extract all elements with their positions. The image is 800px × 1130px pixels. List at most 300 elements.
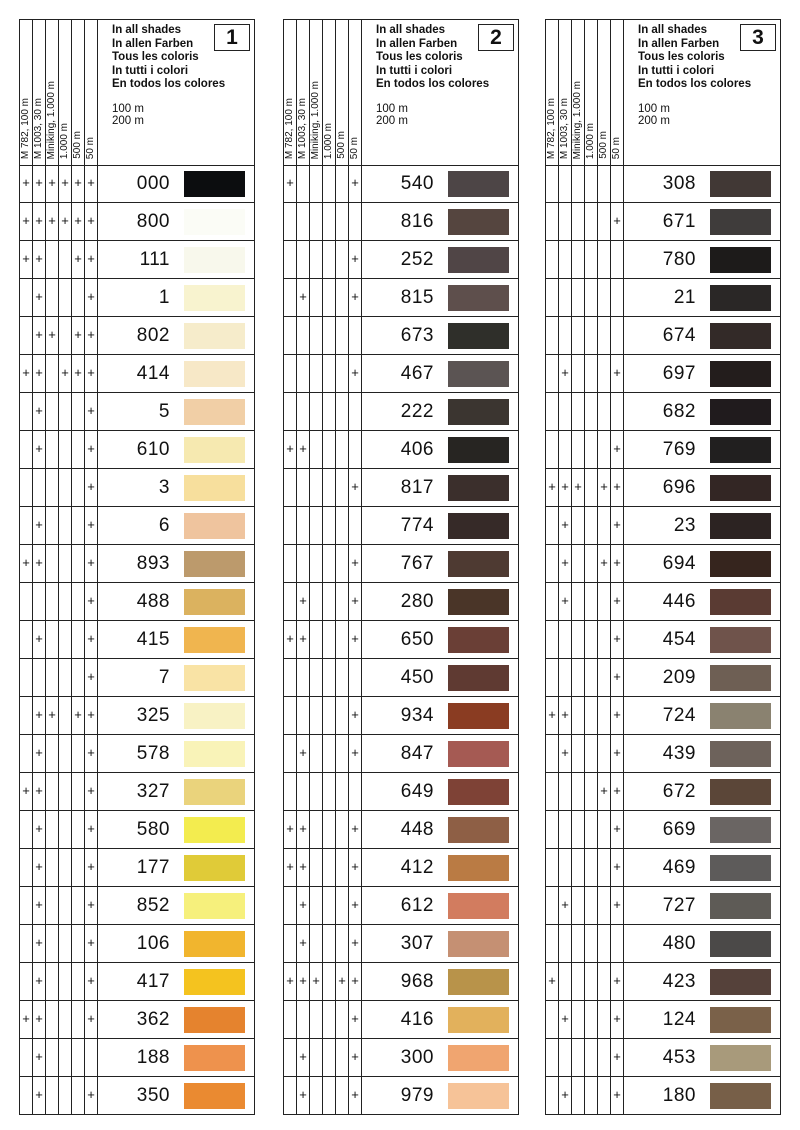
shade-code: 852 [136,895,170,916]
shade-row [546,355,780,393]
length-list [638,103,751,128]
shade-row [20,317,254,355]
availability-mark [297,507,310,544]
availability-mark: + [20,203,33,240]
shade-row [284,431,518,469]
availability-mark [72,431,85,468]
availability-mark [72,735,85,772]
color-swatch [184,1007,245,1033]
availability-mark [323,317,336,354]
availability-mark [546,545,559,582]
availability-mark [46,963,59,1000]
color-swatch [184,703,245,729]
availability-mark [585,355,598,392]
availability-mark [323,963,336,1000]
availability-mark [572,659,585,696]
availability-mark [559,393,572,430]
shade-row [546,431,780,469]
availability-mark [310,507,323,544]
availability-mark: + [336,963,349,1000]
column-header-label: 500 m [336,131,347,159]
availability-mark [598,203,611,240]
availability-mark [572,849,585,886]
availability-mark: + [85,241,98,278]
shade-row [546,241,780,279]
availability-mark [284,507,297,544]
availability-mark [336,469,349,506]
availability-mark [72,545,85,582]
shade-row [546,811,780,849]
title-line: In all shades [376,24,446,36]
shade-code: 453 [662,1047,696,1068]
shade-row [284,317,518,355]
availability-mark [336,735,349,772]
availability-mark [20,887,33,924]
color-swatch [448,893,509,919]
availability-mark: + [85,697,98,734]
title-line: Tous les coloris [638,51,725,64]
availability-mark [598,849,611,886]
availability-mark [323,887,336,924]
availability-mark [336,849,349,886]
availability-mark [59,583,72,620]
availability-mark [336,811,349,848]
shade-row [284,811,518,849]
availability-mark [323,1039,336,1076]
availability-mark: + [349,1001,362,1038]
availability-mark [59,849,72,886]
availability-mark: + [72,355,85,392]
column-header [585,20,598,165]
shade-code: 350 [136,1085,170,1106]
availability-mark [336,355,349,392]
column-header [611,20,624,165]
shade-row [284,507,518,545]
availability-mark [598,507,611,544]
shade-row [546,735,780,773]
availability-mark [585,697,598,734]
shade-code: 415 [136,629,170,650]
availability-mark: + [284,849,297,886]
availability-mark [572,317,585,354]
availability-mark [59,431,72,468]
availability-mark: + [559,735,572,772]
availability-mark: + [598,469,611,506]
availability-mark [323,849,336,886]
shade-row [20,773,254,811]
availability-mark [349,203,362,240]
availability-mark [310,203,323,240]
availability-mark [310,697,323,734]
column-header-label: 1.000 m [323,122,334,159]
shade-row [546,279,780,317]
column-header [336,20,349,165]
shade-code: 467 [400,363,434,384]
column-header [546,20,559,165]
availability-mark [323,165,336,202]
availability-mark: + [33,887,46,924]
shade-code: 21 [673,287,696,308]
availability-mark [598,697,611,734]
color-swatch [710,893,771,919]
availability-mark [572,241,585,278]
availability-mark: + [85,469,98,506]
shade-code: 934 [400,705,434,726]
availability-mark [585,317,598,354]
title-line: In allen Farben [376,37,458,50]
shade-code: 280 [400,591,434,612]
availability-mark [585,165,598,202]
availability-mark: + [297,849,310,886]
availability-mark [46,431,59,468]
availability-mark: + [546,697,559,734]
column-header [310,20,323,165]
availability-mark [559,773,572,810]
column-header [59,20,72,165]
availability-mark [297,697,310,734]
card-header [284,20,518,166]
availability-mark [72,583,85,620]
color-swatch [448,323,509,349]
availability-mark: + [611,811,624,848]
availability-mark [297,773,310,810]
availability-mark [598,583,611,620]
availability-mark: + [559,469,572,506]
column-header [559,20,572,165]
availability-mark [20,1039,33,1076]
availability-mark [585,773,598,810]
availability-mark [20,697,33,734]
availability-mark: + [33,849,46,886]
availability-mark [572,203,585,240]
title-line: En todos los colores [376,78,490,91]
availability-mark [336,583,349,620]
availability-mark [310,887,323,924]
color-swatch [184,893,245,919]
availability-mark [284,659,297,696]
shade-code: 816 [400,211,434,232]
availability-mark: + [611,545,624,582]
card-header [546,20,780,166]
availability-mark [284,203,297,240]
availability-mark: + [297,735,310,772]
shade-code: 480 [662,933,696,954]
availability-mark: + [284,621,297,658]
availability-mark [336,1001,349,1038]
availability-mark [611,925,624,962]
card-number: 3 [740,24,776,51]
availability-mark [585,963,598,1000]
availability-mark [284,469,297,506]
availability-mark: + [85,431,98,468]
shade-row [284,925,518,963]
availability-mark: + [33,393,46,430]
title-line: Tous les coloris [376,51,463,64]
availability-mark: + [297,431,310,468]
availability-mark [559,279,572,316]
availability-mark [585,279,598,316]
availability-mark [323,583,336,620]
color-swatch [448,779,509,805]
availability-mark [72,1001,85,1038]
availability-mark: + [297,925,310,962]
shade-code: 673 [400,325,434,346]
availability-mark [572,507,585,544]
availability-mark [46,241,59,278]
availability-mark: + [33,279,46,316]
shade-code: 540 [400,173,434,194]
availability-mark [310,583,323,620]
availability-mark [546,1001,559,1038]
availability-mark [20,279,33,316]
shade-code: 222 [400,401,434,422]
availability-mark [20,811,33,848]
availability-mark [72,659,85,696]
availability-mark: + [33,355,46,392]
availability-mark [33,469,46,506]
shade-row [284,355,518,393]
shade-card-2 [283,19,519,1115]
availability-mark [598,241,611,278]
availability-mark [546,773,559,810]
availability-mark: + [33,1039,46,1076]
availability-mark [585,811,598,848]
availability-mark: + [85,849,98,886]
availability-mark: + [559,887,572,924]
availability-mark [559,241,572,278]
availability-mark [284,583,297,620]
title-line: In allen Farben [112,37,194,50]
shade-code: 893 [136,553,170,574]
availability-mark: + [349,811,362,848]
shade-row [20,621,254,659]
availability-mark [33,583,46,620]
availability-mark: + [33,507,46,544]
availability-mark [46,1077,59,1115]
availability-mark [20,507,33,544]
availability-mark: + [559,507,572,544]
availability-mark: + [297,887,310,924]
availability-mark [72,811,85,848]
column-header-label: 1.000 m [59,122,70,159]
availability-mark [297,1001,310,1038]
shade-code: 610 [136,439,170,460]
availability-mark [336,621,349,658]
shade-row [20,963,254,1001]
availability-mark [20,317,33,354]
availability-mark: + [33,1077,46,1115]
column-header-label: M 1003, 30 m [33,97,44,159]
availability-mark [559,849,572,886]
color-swatch [448,437,509,463]
availability-mark [46,811,59,848]
color-swatch [184,931,245,957]
color-swatch [184,779,245,805]
availability-mark: + [33,165,46,202]
availability-mark: + [85,393,98,430]
availability-mark [611,279,624,316]
title-line: In all shades [638,24,708,36]
length-line: 100 m [376,102,408,115]
availability-mark: + [33,925,46,962]
availability-mark: + [349,583,362,620]
availability-mark [598,317,611,354]
availability-mark [59,735,72,772]
color-swatch [184,741,245,767]
shade-row [546,849,780,887]
availability-mark [297,469,310,506]
shade-code: 300 [400,1047,434,1068]
shade-row [284,469,518,507]
availability-mark [572,773,585,810]
availability-mark [572,1001,585,1038]
availability-mark: + [349,545,362,582]
column-header [349,20,362,165]
color-swatch [184,1045,245,1071]
availability-mark: + [611,1001,624,1038]
availability-mark: + [559,1001,572,1038]
availability-mark [310,735,323,772]
availability-mark [559,659,572,696]
availability-mark [336,507,349,544]
color-swatch [448,285,509,311]
shade-code: 188 [136,1047,170,1068]
availability-mark: + [20,545,33,582]
availability-mark: + [85,203,98,240]
availability-mark [336,887,349,924]
availability-mark [585,583,598,620]
availability-mark [284,887,297,924]
shade-code: 180 [662,1085,696,1106]
availability-mark: + [33,545,46,582]
availability-mark [546,507,559,544]
availability-mark [310,545,323,582]
color-swatch [710,779,771,805]
color-swatch [710,285,771,311]
shade-row [20,849,254,887]
shade-code: 446 [662,591,696,612]
color-swatch [448,855,509,881]
shade-titles [638,24,751,128]
availability-mark: + [72,697,85,734]
shade-code: 847 [400,743,434,764]
availability-mark: + [349,241,362,278]
availability-mark [323,735,336,772]
color-swatch [710,209,771,235]
shade-row [284,1001,518,1039]
availability-mark [598,735,611,772]
availability-mark: + [33,963,46,1000]
shade-code: 307 [400,933,434,954]
availability-mark [598,1039,611,1076]
availability-mark [310,925,323,962]
availability-mark: + [611,355,624,392]
availability-mark: + [349,469,362,506]
availability-mark [349,317,362,354]
availability-mark [310,1077,323,1115]
availability-mark: + [85,659,98,696]
color-swatch [710,513,771,539]
shade-code: 802 [136,325,170,346]
availability-mark [284,735,297,772]
shade-code: 439 [662,743,696,764]
availability-mark [323,925,336,962]
shade-code: 650 [400,629,434,650]
shade-code: 3 [158,477,170,498]
availability-mark: + [559,355,572,392]
availability-mark: + [33,773,46,810]
shade-code: 649 [400,781,434,802]
column-header [297,20,310,165]
shade-code: 694 [662,553,696,574]
availability-mark [46,773,59,810]
availability-mark [46,279,59,316]
availability-mark: + [72,317,85,354]
availability-mark: + [310,963,323,1000]
availability-mark [72,925,85,962]
availability-mark [72,469,85,506]
column-header [85,20,98,165]
shade-row [546,583,780,621]
availability-mark [585,735,598,772]
column-header-label: 500 m [598,131,609,159]
availability-mark: + [46,165,59,202]
availability-mark [349,431,362,468]
color-swatch [710,665,771,691]
shade-row [20,811,254,849]
shade-code: 448 [400,819,434,840]
availability-mark [284,773,297,810]
availability-mark: + [349,697,362,734]
color-swatch [710,589,771,615]
column-header-label: 500 m [72,131,83,159]
availability-mark [297,659,310,696]
shade-code: 780 [662,249,696,270]
availability-mark: + [85,165,98,202]
shade-row [20,431,254,469]
availability-mark: + [349,925,362,962]
card-number: 2 [478,24,514,51]
availability-mark: + [559,545,572,582]
availability-mark [572,393,585,430]
availability-mark: + [611,507,624,544]
availability-mark [598,393,611,430]
shade-row [546,1039,780,1077]
availability-mark [572,621,585,658]
availability-mark [310,1039,323,1076]
availability-mark: + [611,735,624,772]
availability-mark: + [72,165,85,202]
availability-mark [297,355,310,392]
shade-row [546,621,780,659]
availability-mark [336,431,349,468]
availability-mark [59,1077,72,1115]
availability-mark [59,241,72,278]
availability-mark: + [85,1077,98,1115]
availability-mark [20,963,33,1000]
shade-code: 774 [400,515,434,536]
availability-mark: + [349,735,362,772]
availability-mark [559,165,572,202]
shade-code: 612 [400,895,434,916]
availability-mark [336,773,349,810]
shade-row [284,621,518,659]
availability-mark [310,355,323,392]
color-swatch [184,361,245,387]
shade-row [546,1001,780,1039]
availability-mark [598,963,611,1000]
availability-mark [59,697,72,734]
